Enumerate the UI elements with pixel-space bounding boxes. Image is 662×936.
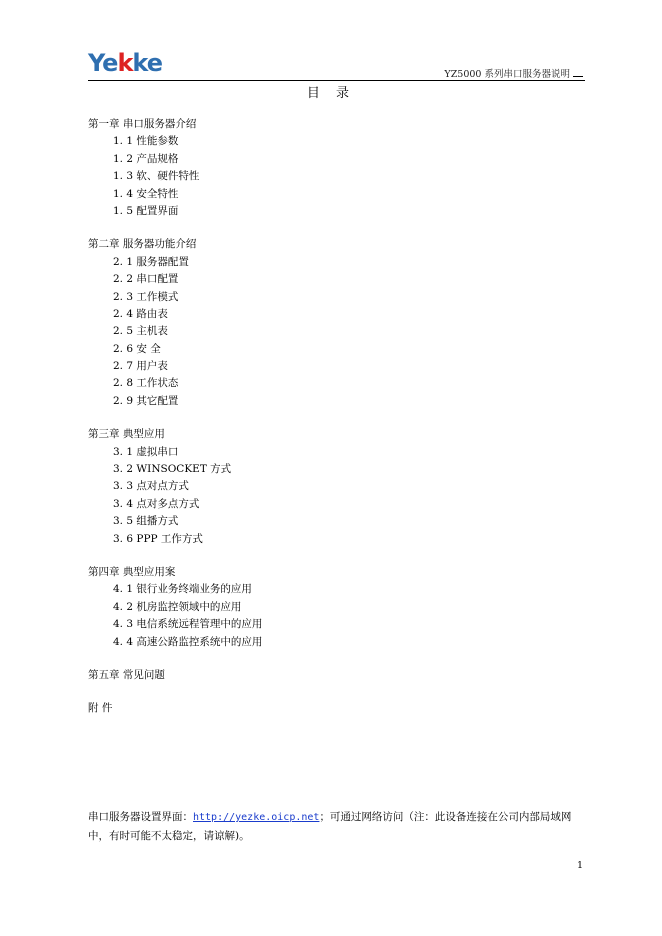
toc-item: 2. 3 工作模式 xyxy=(113,290,179,303)
chapter-gap xyxy=(88,651,262,667)
company-logo xyxy=(88,50,162,76)
config-url-link[interactable]: http://yezke.oicp.net xyxy=(193,812,320,823)
toc-item: 3. 3 点对点方式 xyxy=(113,480,189,493)
toc-item: 3. 1 虚拟串口 xyxy=(113,445,179,458)
toc-item: 1. 4 安全特性 xyxy=(113,187,179,200)
toc-item: 2. 7 用户表 xyxy=(113,360,168,373)
toc-item: 2. 5 主机表 xyxy=(113,325,168,338)
toc-item: 1. 1 性能参数 xyxy=(113,135,179,148)
toc-chapter: 第三章 典型应用 xyxy=(88,428,165,441)
logo-text-prefix: Ye xyxy=(88,49,118,77)
toc-heading: 目 录 xyxy=(306,86,356,101)
toc-item: 4. 4 高速公路监控系统中的应用 xyxy=(113,635,263,648)
header-dash xyxy=(573,76,583,77)
toc-chapter: 第四章 典型应用案 xyxy=(88,565,176,578)
toc-item: 2. 8 工作状态 xyxy=(113,377,179,390)
chapter-gap xyxy=(88,548,262,564)
header-rule xyxy=(88,80,585,81)
toc-item: 3. 2 WINSOCKET 方式 xyxy=(113,463,232,476)
note-suffix: ；可通过网络访问（注：此设备连接在公司内部局域网中，有时可能不太稳定，请谅解)。 xyxy=(88,811,572,842)
toc-item: 2. 4 路由表 xyxy=(113,307,168,320)
toc-item: 2. 6 安 全 xyxy=(113,342,161,355)
toc-item: 3. 5 组播方式 xyxy=(113,515,179,528)
toc-item: 2. 1 服务器配置 xyxy=(113,255,189,268)
note-prefix: 串口服务器设置界面： xyxy=(88,811,193,823)
page-number: 1 xyxy=(577,860,584,871)
chapter-gap xyxy=(88,684,262,700)
toc-chapter: 第一章 串口服务器介绍 xyxy=(88,118,197,130)
toc-item: 1. 3 软、硬件特性 xyxy=(113,170,200,183)
chapter-gap xyxy=(88,220,262,236)
toc-item: 4. 3 电信系统远程管理中的应用 xyxy=(113,618,263,631)
toc-item: 3. 6 PPP 工作方式 xyxy=(113,532,203,545)
toc-chapter: 附 件 xyxy=(88,702,113,715)
logo-text-suffix: ke xyxy=(132,49,163,77)
toc-item: 3. 4 点对多点方式 xyxy=(113,497,200,510)
logo-mark: k xyxy=(117,49,133,77)
toc-item: 2. 2 串口配置 xyxy=(113,273,179,286)
toc-item: 2. 9 其它配置 xyxy=(113,394,179,407)
document-header-title: YZ5000 系列串口服务器说明 xyxy=(444,69,570,80)
toc-item: 4. 2 机房监控领域中的应用 xyxy=(113,600,242,613)
toc-chapter: 第五章 常见问题 xyxy=(88,668,165,681)
toc-chapter: 第二章 服务器功能介绍 xyxy=(88,238,197,251)
table-of-contents xyxy=(88,116,262,718)
toc-item: 1. 5 配置界面 xyxy=(113,204,179,217)
toc-item: 1. 2 产品规格 xyxy=(113,152,179,165)
toc-item: 4. 1 银行业务终端业务的应用 xyxy=(113,583,252,596)
footer-note xyxy=(88,808,585,846)
chapter-gap xyxy=(88,410,262,426)
